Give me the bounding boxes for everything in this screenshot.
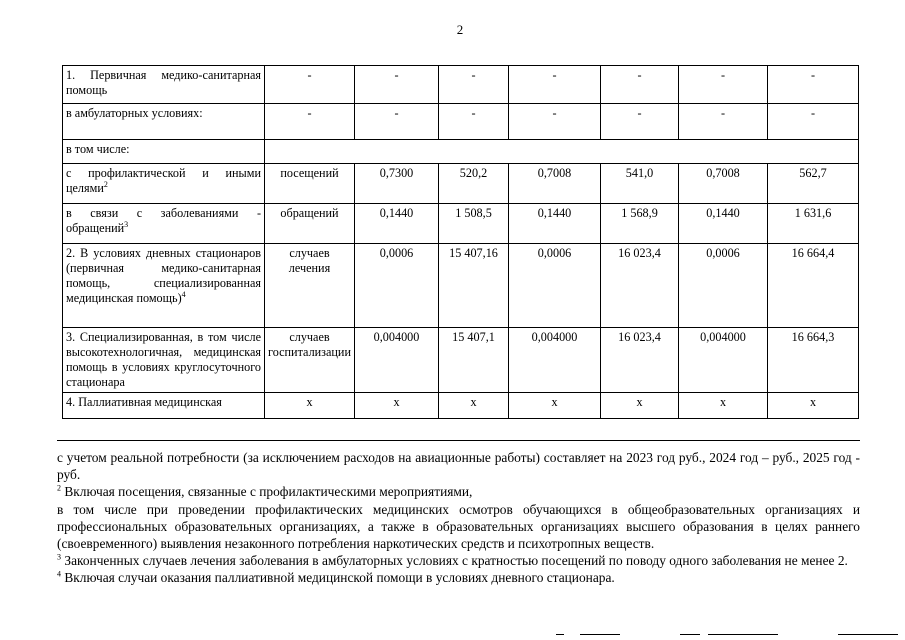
row-label (63, 140, 265, 164)
value-cell: - (679, 66, 768, 104)
footnote-4-mark: 4 (57, 569, 61, 579)
footnote-4 (57, 569, 860, 586)
row-label-text: 4. Паллиативная медицинская (66, 395, 222, 409)
value-cell: 15 407,1 (439, 328, 509, 393)
value-cell: 16 023,4 (601, 328, 679, 393)
value-cell: x (439, 393, 509, 419)
footnote-mark: 2 (103, 179, 108, 189)
table-row (63, 244, 859, 328)
value-cell: 0,1440 (355, 204, 439, 244)
unit-cell: случаев лечения (265, 244, 355, 328)
value-cell: 0,0006 (355, 244, 439, 328)
footnote-mark: 4 (181, 289, 186, 299)
row-label-text: в том числе: (66, 142, 130, 156)
footnote-1: с учетом реальной потребности (за исключением расходов на авиационные работы) составляет на 2023 год руб., 2024 год – руб., 2025 год - руб. (57, 450, 860, 483)
value-cell: - (768, 66, 859, 104)
row-label-text: с профилактической и иными целями (66, 166, 261, 195)
footnotes (57, 449, 860, 587)
value-cell: x (679, 393, 768, 419)
value-cell: x (265, 393, 355, 419)
row-label (63, 204, 265, 244)
value-cell: - (355, 104, 439, 140)
unit-cell: случаев госпитализации (265, 328, 355, 393)
value-cell: 0,004000 (355, 328, 439, 393)
volume-table (62, 65, 859, 419)
value-cell: - (509, 104, 601, 140)
row-label (63, 393, 265, 419)
value-cell: 0,1440 (679, 204, 768, 244)
row-label (63, 328, 265, 393)
footnote-2-line-2: в том числе при проведении профилактических медицинских осмотров обучающихся в общеобразовательных организациях и профессиональных образовательных организациях, а также в образовательных организациях высшего образования в целях раннего (своевременного) выявления незаконного потребления наркотических средств и психотропных веществ. (57, 501, 860, 552)
table-row (63, 164, 859, 204)
value-cell: - (509, 66, 601, 104)
footnote-2-mark: 2 (57, 483, 61, 493)
table-row (63, 328, 859, 393)
row-label (63, 66, 265, 104)
footnote-3-text: Законченных случаев лечения заболевания в амбулаторных условиях с кратностью посещений по поводу одного заболевания не менее 2. (64, 553, 848, 569)
empty-cell (265, 140, 859, 164)
table-row (63, 140, 859, 164)
value-cell: 562,7 (768, 164, 859, 204)
value-cell: - (439, 104, 509, 140)
footnote-3 (57, 552, 860, 569)
value-cell: - (679, 104, 768, 140)
footnote-divider (57, 440, 860, 441)
table-row (63, 104, 859, 140)
value-cell: 16 023,4 (601, 244, 679, 328)
signature-line (556, 634, 564, 635)
value-cell: 0,004000 (679, 328, 768, 393)
footnote-3-mark: 3 (57, 552, 61, 562)
value-cell: - (439, 66, 509, 104)
footnote-2-text: Включая посещения, связанные с профилактическими мероприятиями, (64, 484, 473, 500)
value-cell: 0,1440 (509, 204, 601, 244)
value-cell: - (768, 104, 859, 140)
table-row (63, 66, 859, 104)
row-label (63, 164, 265, 204)
unit-cell: обращений (265, 204, 355, 244)
value-cell: 0,7008 (509, 164, 601, 204)
value-cell: 16 664,3 (768, 328, 859, 393)
row-label-text: 3. Специализированная, в том числе высокотехнологичная, медицинская помощь в условиях круглосуточного стационара (66, 330, 261, 389)
value-cell: 520,2 (439, 164, 509, 204)
value-cell: 0,7300 (355, 164, 439, 204)
value-cell: x (768, 393, 859, 419)
signature-line (708, 634, 778, 635)
value-cell: 0,0006 (679, 244, 768, 328)
value-cell: 0,004000 (509, 328, 601, 393)
value-cell: - (601, 104, 679, 140)
value-cell: x (509, 393, 601, 419)
value-cell: x (355, 393, 439, 419)
page-number: 2 (456, 22, 464, 37)
value-cell: 16 664,4 (768, 244, 859, 328)
value-cell: 1 568,9 (601, 204, 679, 244)
value-cell: x (601, 393, 679, 419)
value-cell: 541,0 (601, 164, 679, 204)
value-cell: - (265, 104, 355, 140)
value-cell: 15 407,16 (439, 244, 509, 328)
footnote-2-line-1 (57, 483, 860, 500)
value-cell: - (355, 66, 439, 104)
row-label-text: в связи с заболеваниями - обращений (66, 206, 261, 235)
value-cell: 0,0006 (509, 244, 601, 328)
signature-line (680, 634, 700, 635)
unit-cell: посещений (265, 164, 355, 204)
value-cell: - (601, 66, 679, 104)
footnote-mark: 3 (124, 219, 129, 229)
row-label (63, 104, 265, 140)
table-row (63, 393, 859, 419)
value-cell: 1 508,5 (439, 204, 509, 244)
row-label (63, 244, 265, 328)
row-label-text: в амбулаторных условиях: (66, 106, 203, 120)
signature-line (838, 634, 898, 635)
value-cell: - (265, 66, 355, 104)
table-row (63, 204, 859, 244)
value-cell: 1 631,6 (768, 204, 859, 244)
footnote-4-text: Включая случаи оказания паллиативной медицинской помощи в условиях дневного стационара. (64, 570, 615, 586)
signature-line (580, 634, 620, 635)
row-label-text: 2. В условиях дневных стационаров (первичная медико-санитарная помощь, специализированная медицинская помощь) (66, 246, 261, 305)
row-label-text: 1. Первичная медико-санитарная помощь (66, 68, 261, 97)
value-cell: 0,7008 (679, 164, 768, 204)
